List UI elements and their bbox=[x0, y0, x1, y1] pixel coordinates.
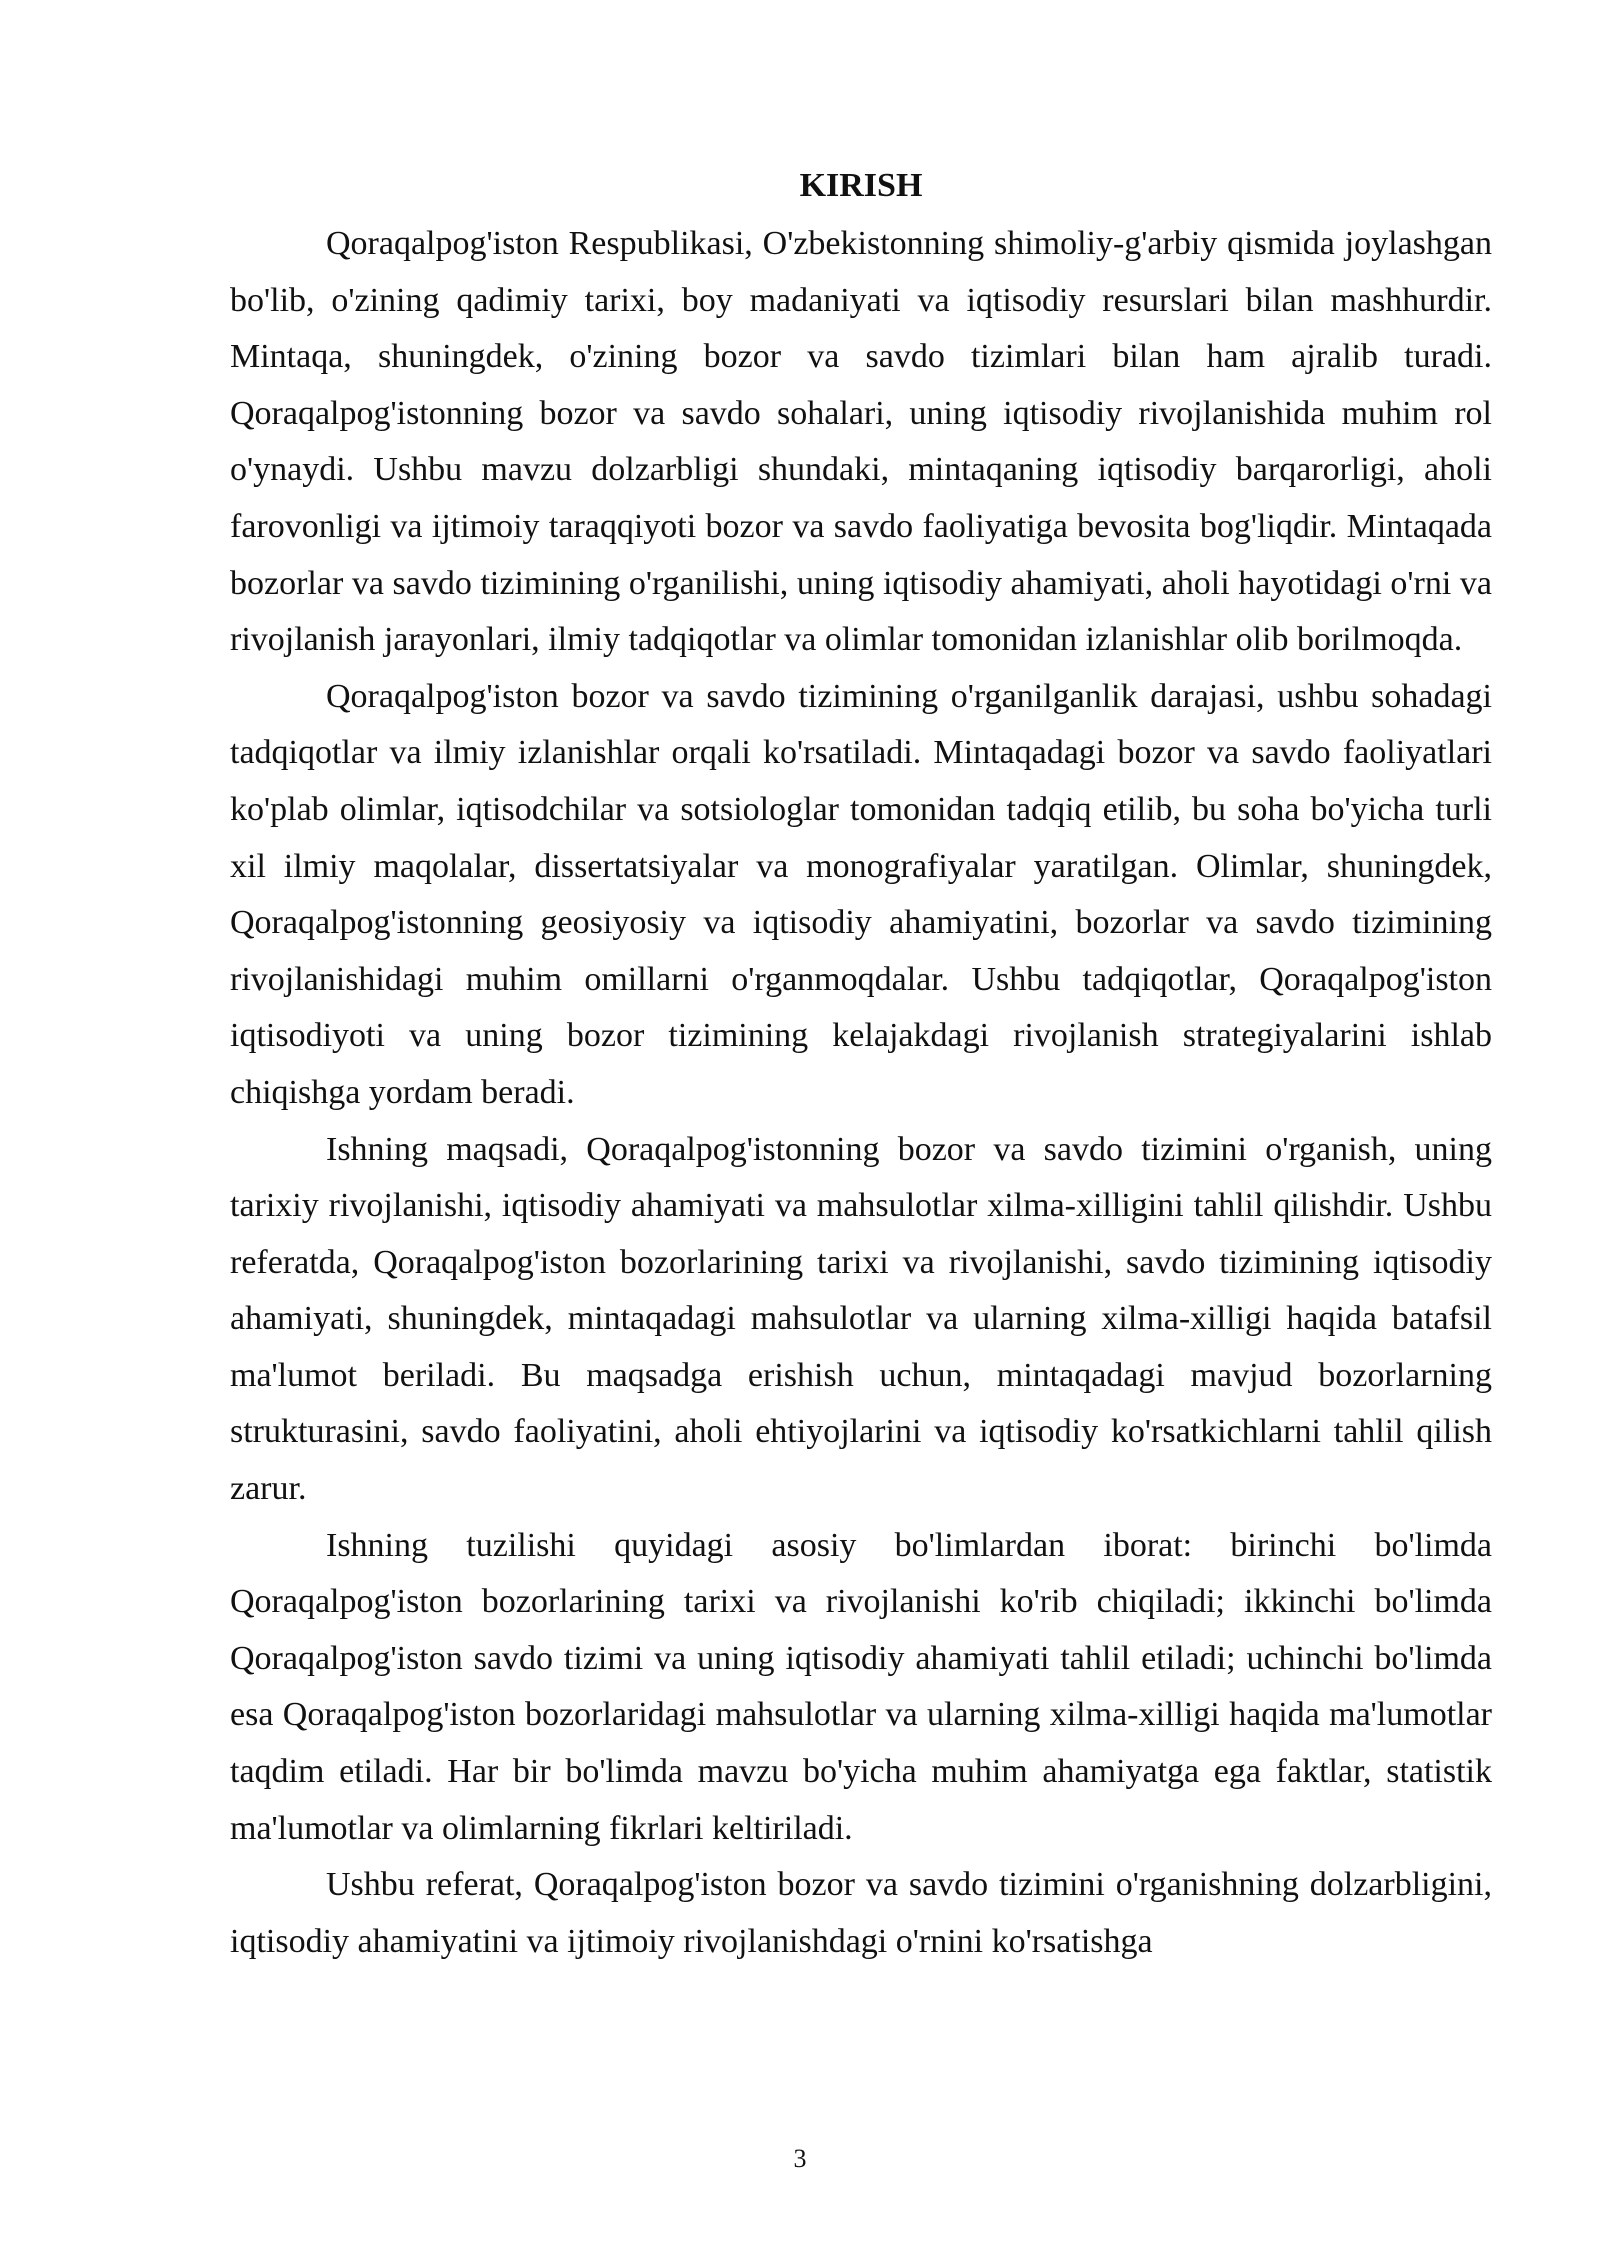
paragraph-goal: Ishning maqsadi, Qoraqalpog'istonning bozor va savdo tizimini o'rganish, uning tarixiy rivojlanishi, iqtisodiy ahamiyati va mahsulotlar xilma-xilligini tahlil qilishdir. Ushbu referatda, Qoraqalpog'iston bozorlarining tarixi va rivojlanishi, savdo tizimining iqtisodiy ahamiyati, shuningdek, mintaqadagi mahsulotlar va ularning xilma-xilligi haqida batafsil ma'lumot beriladi. Bu maqsadga erishish uchun, mintaqadagi mavjud bozorlarning strukturasini, savdo faoliyatini, aholi ehtiyojlarini va iqtisodiy ko'rsatkichlarni tahlil qilish zarur. bbox=[230, 1130, 1492, 1508]
page-number: 3 bbox=[793, 2144, 807, 2173]
section-title: KIRISH bbox=[799, 167, 923, 204]
page-content bbox=[230, 158, 1492, 1970]
paragraph-introduction: Qoraqalpog'iston Respublikasi, O'zbekistonning shimoliy-g'arbiy qismida joylashgan bo'lib, o'zining qadimiy tarixi, boy madaniyati va iqtisodiy resurslari bilan mashhurdir. Mintaqa, shuningdek, o'zining bozor va savdo tizimlari bilan ham ajralib turadi. Qoraqalpog'istonning bozor va savdo sohalari, uning iqtisodiy rivojlanishida muhim rol o'ynaydi. Ushbu mavzu dolzarbligi shundaki, mintaqaning iqtisodiy barqarorligi, aholi farovonligi va ijtimoiy taraqqiyoti bozor va savdo faoliyatiga bevosita bog'liqdir. Mintaqada bozorlar va savdo tizimining o'rganilishi, uning iqtisodiy ahamiyati, aholi hayotidagi o'rni va rivojlanish jarayonlari, ilmiy tadqiqotlar va olimlar tomonidan izlanishlar olib borilmoqda. bbox=[230, 225, 1492, 659]
paragraph-structure: Ishning tuzilishi quyidagi asosiy bo'limlardan iborat: birinchi bo'limda Qoraqalpog'iston bozorlarining tarixi va rivojlanishi ko'rib chiqiladi; ikkinchi bo'limda Qoraqalpog'iston savdo tizimi va uning iqtisodiy ahamiyati tahlil etiladi; uchinchi bo'limda esa Qoraqalpog'iston bozorlaridagi mahsulotlar va ularning xilma-xilligi haqida ma'lumotlar taqdim etiladi. Har bir bo'limda mavzu bo'yicha muhim ahamiyatga ega faktlar, statistik ma'lumotlar va olimlarning fikrlari keltiriladi. bbox=[230, 1526, 1492, 1847]
paragraph-conclusion-start: Ushbu referat, Qoraqalpog'iston bozor va savdo tizimini o'rganishning dolzarbligini, iqtisodiy ahamiyatini va ijtimoiy rivojlanishdagi o'rnini ko'rsatishga bbox=[230, 1866, 1492, 1960]
paragraph-research-level: Qoraqalpog'iston bozor va savdo tizimining o'rganilganlik darajasi, ushbu sohadagi tadqiqotlar va ilmiy izlanishlar orqali ko'rsatiladi. Mintaqadagi bozor va savdo faoliyatlari ko'plab olimlar, iqtisodchilar va sotsiologlar tomonidan tadqiq etilib, bu soha bo'yicha turli xil ilmiy maqolalar, dissertatsiyalar va monografiyalar yaratilgan. Olimlar, shuningdek, Qoraqalpog'istonning geosiyosiy va iqtisodiy ahamiyatini, bozorlar va savdo tizimining rivojlanishidagi muhim omillarni o'rganmoqdalar. Ushbu tadqiqotlar, Qoraqalpog'iston iqtisodiyoti va uning bozor tizimining kelajakdagi rivojlanish strategiyalarini ishlab chiqishga yordam beradi. bbox=[230, 677, 1492, 1111]
